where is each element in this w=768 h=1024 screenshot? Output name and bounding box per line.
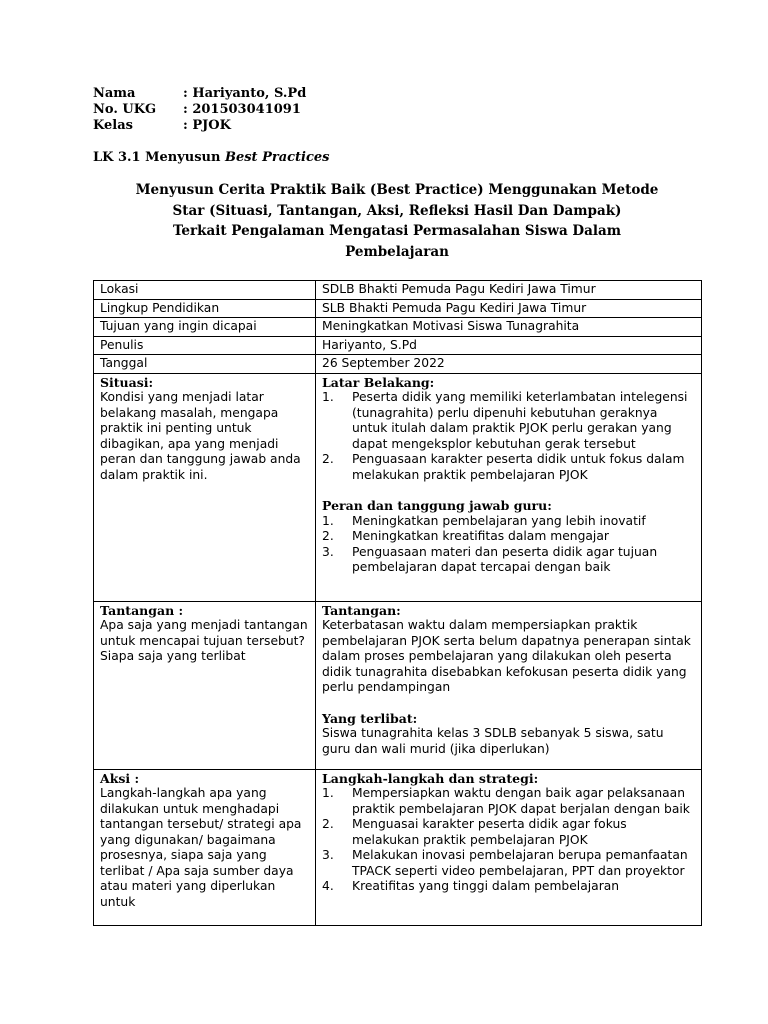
situasi-prompt: Kondisi yang menjadi latar belakang masalah, mengapa praktik ini penting untuk dibagikan, apa yang menjadi peran dan tanggung jawab anda dalam praktik ini.	[100, 390, 301, 482]
situasi-heading: Situasi:	[100, 374, 154, 390]
list-item	[322, 545, 695, 576]
item-number: 3.	[322, 848, 334, 862]
table-row	[94, 281, 702, 300]
info-label: Lokasi	[94, 281, 316, 300]
item-number: 1.	[322, 513, 334, 528]
list-item	[322, 786, 695, 817]
tantangan-heading: Tantangan :	[100, 602, 184, 618]
item-text: Penguasaan materi dan peserta didik agar tujuan pembelajaran dapat tercapai dengan baik	[352, 544, 658, 574]
info-value: Hariyanto, S.Pd	[316, 336, 702, 355]
best-practice-table	[93, 280, 702, 926]
table-row	[94, 318, 702, 337]
aksi-answer-cell	[316, 769, 702, 925]
item-number: 2.	[322, 529, 334, 543]
latar-list	[322, 390, 695, 483]
tantangan-prompt: Apa saja yang menjadi tantangan untuk mencapai tujuan tersebut? Siapa saja yang terlibat	[100, 618, 308, 663]
ukg-label: No. UKG	[93, 102, 157, 117]
kelas-row	[93, 118, 306, 134]
lk-prefix: LK 3.1 Menyusun	[93, 150, 221, 165]
item-number: 2.	[322, 817, 334, 831]
identity-block	[93, 86, 306, 134]
title-line-2: Star (Situasi, Tantangan, Aksi, Refleksi Hasil Dan Dampak)	[172, 202, 622, 219]
table-row	[94, 336, 702, 355]
situasi-answer-cell	[316, 373, 702, 601]
item-number: 1.	[322, 390, 334, 404]
tantangan-row	[94, 601, 702, 769]
info-label: Lingkup Pendidikan	[94, 299, 316, 318]
kelas-value: : PJOK	[183, 118, 231, 133]
latar-heading: Latar Belakang:	[322, 374, 435, 390]
lk-title	[93, 150, 330, 165]
aksi-prompt-cell	[94, 769, 316, 925]
info-value: SDLB Bhakti Pemuda Pagu Kediri Jawa Timur	[316, 281, 702, 300]
tantangan-prompt-cell	[94, 601, 316, 769]
item-text: Mempersiapkan waktu dengan baik agar pelaksanaan praktik pembelajaran PJOK dapat berjalan dengan baik	[352, 786, 690, 816]
table-row	[94, 299, 702, 318]
item-text: Melakukan inovasi pembelajaran berupa pemanfaatan TPACK seperti video pembelajaran, PPT dan proyektor	[352, 848, 688, 878]
list-item	[322, 817, 695, 848]
list-item	[322, 848, 695, 879]
info-label: Tujuan yang ingin dicapai	[94, 318, 316, 337]
item-number: 4.	[322, 879, 334, 893]
info-label: Penulis	[94, 336, 316, 355]
info-value: Meningkatkan Motivasi Siswa Tunagrahita	[316, 318, 702, 337]
tantangan-answer-cell	[316, 601, 702, 769]
tantangan-answer: Keterbatasan waktu dalam mempersiapkan praktik pembelajaran PJOK serta belum dapatnya penerapan sintak dalam proses pembelajaran yang dilakukan oleh peserta didik tunagrahita disebabkan kefokusan peserta didik yang perlu pendampingan	[322, 618, 691, 694]
peran-heading: Peran dan tanggung jawab guru:	[322, 498, 552, 513]
list-item	[322, 452, 695, 483]
terlibat-text: Siswa tunagrahita kelas 3 SDLB sebanyak 5 siswa, satu guru dan wali murid (jika diperlukan)	[322, 726, 664, 756]
item-number: 2.	[322, 452, 334, 466]
item-text: Peserta didik yang memiliki keterlambatan intelegensi (tunagrahita) perlu dipenuhi kebutuhan geraknya untuk itulah dalam praktik PJOK perlu gerakan yang dapat mengeksplor kebutuhan gerak tersebut	[352, 390, 688, 451]
info-value: 26 September 2022	[316, 355, 702, 374]
info-label: Tanggal	[94, 355, 316, 374]
aksi-prompt: Langkah-langkah apa yang dilakukan untuk menghadapi tantangan tersebut/ strategi apa yang digunakan/ bagaimana prosesnya, siapa saja yang terlibat / Apa saja sumber daya atau materi yang diperlukan untuk	[100, 786, 302, 909]
item-number: 3.	[322, 544, 334, 559]
nama-row	[93, 86, 306, 102]
lk-italic: Best Practices	[224, 150, 330, 165]
info-value: SLB Bhakti Pemuda Pagu Kediri Jawa Timur	[316, 299, 702, 318]
kelas-label: Kelas	[93, 118, 133, 133]
list-item	[322, 879, 695, 895]
nama-value: : Hariyanto, S.Pd	[183, 86, 307, 101]
situasi-row	[94, 373, 702, 601]
list-item	[322, 514, 695, 530]
list-item	[322, 529, 695, 545]
table-row	[94, 355, 702, 374]
peran-list	[322, 514, 695, 576]
terlibat-heading: Yang terlibat:	[322, 710, 418, 726]
title-line-4: Pembelajaran	[345, 243, 449, 260]
title-line-3: Terkait Pengalaman Mengatasi Permasalahan Siswa Dalam	[172, 223, 622, 239]
list-item	[322, 390, 695, 452]
nama-label: Nama	[93, 86, 136, 101]
ukg-value: : 201503041091	[183, 102, 301, 117]
aksi-row	[94, 769, 702, 925]
item-number: 1.	[322, 786, 334, 800]
item-text: Penguasaan karakter peserta didik untuk fokus dalam melakukan praktik pembelajaran PJOK	[352, 452, 685, 482]
aksi-heading: Aksi :	[100, 770, 140, 786]
document-title	[93, 180, 701, 262]
item-text: Meningkatkan pembelajaran yang lebih inovatif	[352, 513, 646, 528]
title-line-1: Menyusun Cerita Praktik Baik (Best Practice) Menggunakan Metode	[135, 182, 659, 198]
item-text: Menguasai karakter peserta didik agar fokus melakukan praktik pembelajaran PJOK	[352, 817, 627, 847]
tantangan-answer-heading: Tantangan:	[322, 602, 401, 618]
langkah-heading: Langkah-langkah dan strategi:	[322, 770, 539, 786]
item-text: Meningkatkan kreatifitas dalam mengajar	[352, 529, 609, 543]
item-text: Kreatifitas yang tinggi dalam pembelajaran	[352, 879, 620, 893]
situasi-prompt-cell	[94, 373, 316, 601]
ukg-row	[93, 102, 306, 118]
langkah-list	[322, 786, 695, 895]
